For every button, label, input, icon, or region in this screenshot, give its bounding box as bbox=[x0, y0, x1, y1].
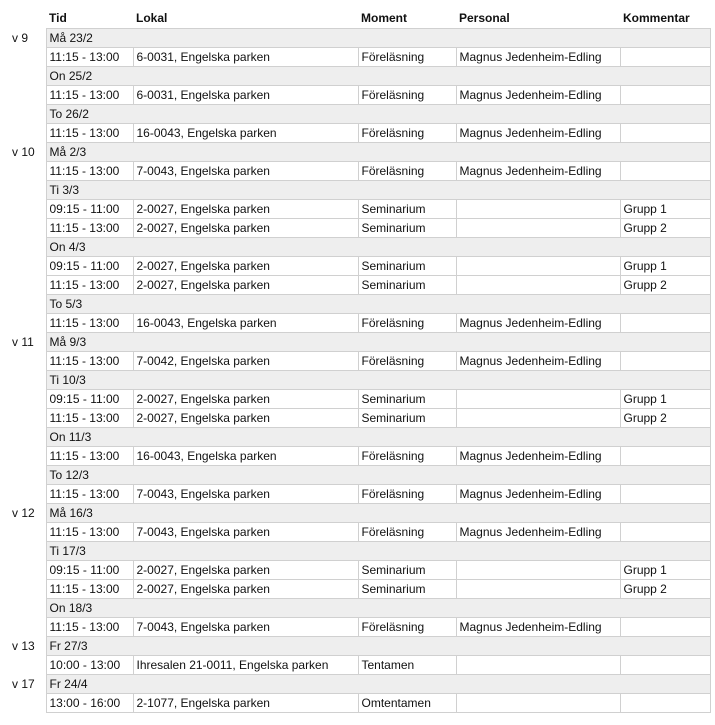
cell-kommentar: Grupp 1 bbox=[620, 561, 710, 580]
cell-moment: Föreläsning bbox=[358, 314, 456, 333]
day-row bbox=[10, 67, 710, 86]
cell-moment: Föreläsning bbox=[358, 485, 456, 504]
cell-tid: 11:15 - 13:00 bbox=[46, 276, 133, 295]
week-label bbox=[10, 67, 46, 86]
cell-moment: Föreläsning bbox=[358, 523, 456, 542]
week-label bbox=[10, 694, 46, 713]
cell-personal: Magnus Jedenheim-Edling bbox=[456, 86, 620, 105]
week-label: v 12 bbox=[10, 504, 46, 523]
week-label bbox=[10, 314, 46, 333]
day-label: Må 9/3 bbox=[46, 333, 710, 352]
cell-moment: Seminarium bbox=[358, 561, 456, 580]
week-label bbox=[10, 485, 46, 504]
cell-personal bbox=[456, 257, 620, 276]
cell-tid: 11:15 - 13:00 bbox=[46, 618, 133, 637]
cell-personal: Magnus Jedenheim-Edling bbox=[456, 314, 620, 333]
cell-personal bbox=[456, 390, 620, 409]
cell-moment: Föreläsning bbox=[358, 352, 456, 371]
header-lokal: Lokal bbox=[136, 11, 168, 25]
cell-personal bbox=[456, 694, 620, 713]
cell-tid: 11:15 - 13:00 bbox=[46, 48, 133, 67]
cell-moment: Omtentamen bbox=[358, 694, 456, 713]
header-row bbox=[10, 8, 710, 29]
cell-lokal: 2-0027, Engelska parken bbox=[133, 390, 358, 409]
cell-lokal: 7-0042, Engelska parken bbox=[133, 352, 358, 371]
cell-tid: 11:15 - 13:00 bbox=[46, 580, 133, 599]
cell-personal: Magnus Jedenheim-Edling bbox=[456, 124, 620, 143]
table-row bbox=[10, 352, 710, 371]
day-row bbox=[10, 428, 710, 447]
table-row bbox=[10, 580, 710, 599]
header-kommentar: Kommentar bbox=[623, 11, 690, 25]
cell-personal: Magnus Jedenheim-Edling bbox=[456, 485, 620, 504]
cell-moment: Föreläsning bbox=[358, 618, 456, 637]
cell-personal bbox=[456, 561, 620, 580]
day-label: To 12/3 bbox=[46, 466, 710, 485]
table-row bbox=[10, 86, 710, 105]
schedule-header bbox=[10, 8, 710, 29]
day-row bbox=[10, 599, 710, 618]
cell-lokal: 7-0043, Engelska parken bbox=[133, 618, 358, 637]
cell-tid: 09:15 - 11:00 bbox=[46, 561, 133, 580]
cell-kommentar bbox=[620, 447, 710, 466]
table-row bbox=[10, 200, 710, 219]
table-row bbox=[10, 257, 710, 276]
week-label bbox=[10, 352, 46, 371]
week-label bbox=[10, 48, 46, 67]
day-row bbox=[10, 371, 710, 390]
cell-tid: 11:15 - 13:00 bbox=[46, 447, 133, 466]
week-label bbox=[10, 580, 46, 599]
cell-kommentar bbox=[620, 352, 710, 371]
week-label: v 17 bbox=[10, 675, 46, 694]
cell-lokal: Ihresalen 21-0011, Engelska parken bbox=[133, 656, 358, 675]
cell-lokal: 6-0031, Engelska parken bbox=[133, 86, 358, 105]
week-label bbox=[10, 523, 46, 542]
cell-personal bbox=[456, 580, 620, 599]
cell-kommentar bbox=[620, 694, 710, 713]
cell-lokal: 2-0027, Engelska parken bbox=[133, 580, 358, 599]
day-row bbox=[10, 238, 710, 257]
week-label bbox=[10, 219, 46, 238]
table-row bbox=[10, 124, 710, 143]
cell-kommentar: Grupp 2 bbox=[620, 409, 710, 428]
header-tid: Tid bbox=[49, 11, 67, 25]
day-label: Må 16/3 bbox=[46, 504, 710, 523]
cell-kommentar bbox=[620, 48, 710, 67]
week-label bbox=[10, 371, 46, 390]
day-row bbox=[10, 105, 710, 124]
cell-lokal: 6-0031, Engelska parken bbox=[133, 48, 358, 67]
cell-kommentar: Grupp 1 bbox=[620, 390, 710, 409]
week-label bbox=[10, 238, 46, 257]
schedule-table bbox=[10, 8, 711, 713]
day-row bbox=[10, 675, 710, 694]
week-label bbox=[10, 162, 46, 181]
week-label bbox=[10, 105, 46, 124]
cell-lokal: 2-0027, Engelska parken bbox=[133, 561, 358, 580]
cell-kommentar: Grupp 2 bbox=[620, 580, 710, 599]
week-label bbox=[10, 124, 46, 143]
day-label: Fr 24/4 bbox=[46, 675, 710, 694]
week-label bbox=[10, 561, 46, 580]
cell-kommentar bbox=[620, 86, 710, 105]
cell-moment: Seminarium bbox=[358, 257, 456, 276]
table-row bbox=[10, 485, 710, 504]
table-row bbox=[10, 618, 710, 637]
cell-moment: Föreläsning bbox=[358, 447, 456, 466]
day-label: Ti 17/3 bbox=[46, 542, 710, 561]
cell-moment: Föreläsning bbox=[358, 162, 456, 181]
week-label bbox=[10, 181, 46, 200]
cell-lokal: 16-0043, Engelska parken bbox=[133, 447, 358, 466]
cell-kommentar: Grupp 2 bbox=[620, 219, 710, 238]
table-row bbox=[10, 162, 710, 181]
cell-tid: 11:15 - 13:00 bbox=[46, 352, 133, 371]
cell-personal bbox=[456, 200, 620, 219]
day-label: To 26/2 bbox=[46, 105, 710, 124]
cell-tid: 11:15 - 13:00 bbox=[46, 485, 133, 504]
header-moment: Moment bbox=[361, 11, 407, 25]
week-label bbox=[10, 257, 46, 276]
day-label: On 11/3 bbox=[46, 428, 710, 447]
cell-tid: 11:15 - 13:00 bbox=[46, 314, 133, 333]
day-row bbox=[10, 504, 710, 523]
cell-tid: 13:00 - 16:00 bbox=[46, 694, 133, 713]
cell-moment: Föreläsning bbox=[358, 86, 456, 105]
cell-lokal: 2-0027, Engelska parken bbox=[133, 200, 358, 219]
day-label: On 4/3 bbox=[46, 238, 710, 257]
day-label: On 25/2 bbox=[46, 67, 710, 86]
cell-lokal: 2-0027, Engelska parken bbox=[133, 276, 358, 295]
day-label: Ti 3/3 bbox=[46, 181, 710, 200]
week-label bbox=[10, 428, 46, 447]
cell-tid: 11:15 - 13:00 bbox=[46, 219, 133, 238]
week-label bbox=[10, 276, 46, 295]
cell-tid: 11:15 - 13:00 bbox=[46, 523, 133, 542]
week-label bbox=[10, 86, 46, 105]
cell-personal: Magnus Jedenheim-Edling bbox=[456, 447, 620, 466]
cell-tid: 10:00 - 13:00 bbox=[46, 656, 133, 675]
cell-kommentar bbox=[620, 162, 710, 181]
day-row bbox=[10, 295, 710, 314]
cell-kommentar bbox=[620, 124, 710, 143]
cell-personal bbox=[456, 409, 620, 428]
table-row bbox=[10, 409, 710, 428]
day-row bbox=[10, 542, 710, 561]
day-row bbox=[10, 143, 710, 162]
table-row bbox=[10, 561, 710, 580]
cell-kommentar: Grupp 1 bbox=[620, 257, 710, 276]
table-row bbox=[10, 447, 710, 466]
day-row bbox=[10, 333, 710, 352]
cell-kommentar bbox=[620, 314, 710, 333]
day-row bbox=[10, 466, 710, 485]
cell-moment: Seminarium bbox=[358, 409, 456, 428]
day-row bbox=[10, 181, 710, 200]
table-row bbox=[10, 523, 710, 542]
cell-kommentar: Grupp 1 bbox=[620, 200, 710, 219]
cell-personal: Magnus Jedenheim-Edling bbox=[456, 523, 620, 542]
table-row bbox=[10, 314, 710, 333]
cell-lokal: 2-0027, Engelska parken bbox=[133, 257, 358, 276]
day-label: To 5/3 bbox=[46, 295, 710, 314]
header-week bbox=[10, 8, 46, 29]
cell-kommentar bbox=[620, 656, 710, 675]
week-label bbox=[10, 390, 46, 409]
week-label bbox=[10, 599, 46, 618]
schedule-body bbox=[10, 29, 710, 713]
day-label: Ti 10/3 bbox=[46, 371, 710, 390]
week-label: v 11 bbox=[10, 333, 46, 352]
cell-personal: Magnus Jedenheim-Edling bbox=[456, 618, 620, 637]
cell-moment: Seminarium bbox=[358, 276, 456, 295]
week-label bbox=[10, 618, 46, 637]
cell-moment: Föreläsning bbox=[358, 48, 456, 67]
table-row bbox=[10, 48, 710, 67]
day-row bbox=[10, 637, 710, 656]
week-label bbox=[10, 542, 46, 561]
day-row bbox=[10, 29, 710, 48]
table-row bbox=[10, 656, 710, 675]
week-label bbox=[10, 409, 46, 428]
cell-moment: Seminarium bbox=[358, 390, 456, 409]
table-row bbox=[10, 694, 710, 713]
cell-kommentar bbox=[620, 485, 710, 504]
cell-moment: Tentamen bbox=[358, 656, 456, 675]
week-label bbox=[10, 200, 46, 219]
cell-lokal: 7-0043, Engelska parken bbox=[133, 523, 358, 542]
cell-personal: Magnus Jedenheim-Edling bbox=[456, 48, 620, 67]
cell-personal bbox=[456, 219, 620, 238]
cell-tid: 09:15 - 11:00 bbox=[46, 390, 133, 409]
cell-tid: 11:15 - 13:00 bbox=[46, 409, 133, 428]
day-label: Fr 27/3 bbox=[46, 637, 710, 656]
cell-lokal: 16-0043, Engelska parken bbox=[133, 124, 358, 143]
week-label bbox=[10, 656, 46, 675]
header-personal: Personal bbox=[459, 11, 510, 25]
week-label bbox=[10, 447, 46, 466]
cell-kommentar: Grupp 2 bbox=[620, 276, 710, 295]
cell-moment: Seminarium bbox=[358, 200, 456, 219]
week-label: v 9 bbox=[10, 29, 46, 48]
cell-tid: 09:15 - 11:00 bbox=[46, 257, 133, 276]
cell-lokal: 7-0043, Engelska parken bbox=[133, 485, 358, 504]
cell-tid: 11:15 - 13:00 bbox=[46, 86, 133, 105]
week-label: v 10 bbox=[10, 143, 46, 162]
table-row bbox=[10, 390, 710, 409]
cell-lokal: 2-0027, Engelska parken bbox=[133, 409, 358, 428]
week-label bbox=[10, 295, 46, 314]
week-label: v 13 bbox=[10, 637, 46, 656]
cell-kommentar bbox=[620, 523, 710, 542]
cell-tid: 09:15 - 11:00 bbox=[46, 200, 133, 219]
day-label: On 18/3 bbox=[46, 599, 710, 618]
week-label bbox=[10, 466, 46, 485]
cell-lokal: 16-0043, Engelska parken bbox=[133, 314, 358, 333]
cell-personal bbox=[456, 276, 620, 295]
table-row bbox=[10, 276, 710, 295]
cell-moment: Seminarium bbox=[358, 580, 456, 599]
cell-tid: 11:15 - 13:00 bbox=[46, 162, 133, 181]
cell-personal: Magnus Jedenheim-Edling bbox=[456, 162, 620, 181]
cell-personal: Magnus Jedenheim-Edling bbox=[456, 352, 620, 371]
day-label: Må 23/2 bbox=[46, 29, 710, 48]
cell-tid: 11:15 - 13:00 bbox=[46, 124, 133, 143]
cell-lokal: 2-1077, Engelska parken bbox=[133, 694, 358, 713]
day-label: Må 2/3 bbox=[46, 143, 710, 162]
cell-moment: Seminarium bbox=[358, 219, 456, 238]
cell-kommentar bbox=[620, 618, 710, 637]
cell-lokal: 2-0027, Engelska parken bbox=[133, 219, 358, 238]
cell-moment: Föreläsning bbox=[358, 124, 456, 143]
table-row bbox=[10, 219, 710, 238]
cell-lokal: 7-0043, Engelska parken bbox=[133, 162, 358, 181]
cell-personal bbox=[456, 656, 620, 675]
